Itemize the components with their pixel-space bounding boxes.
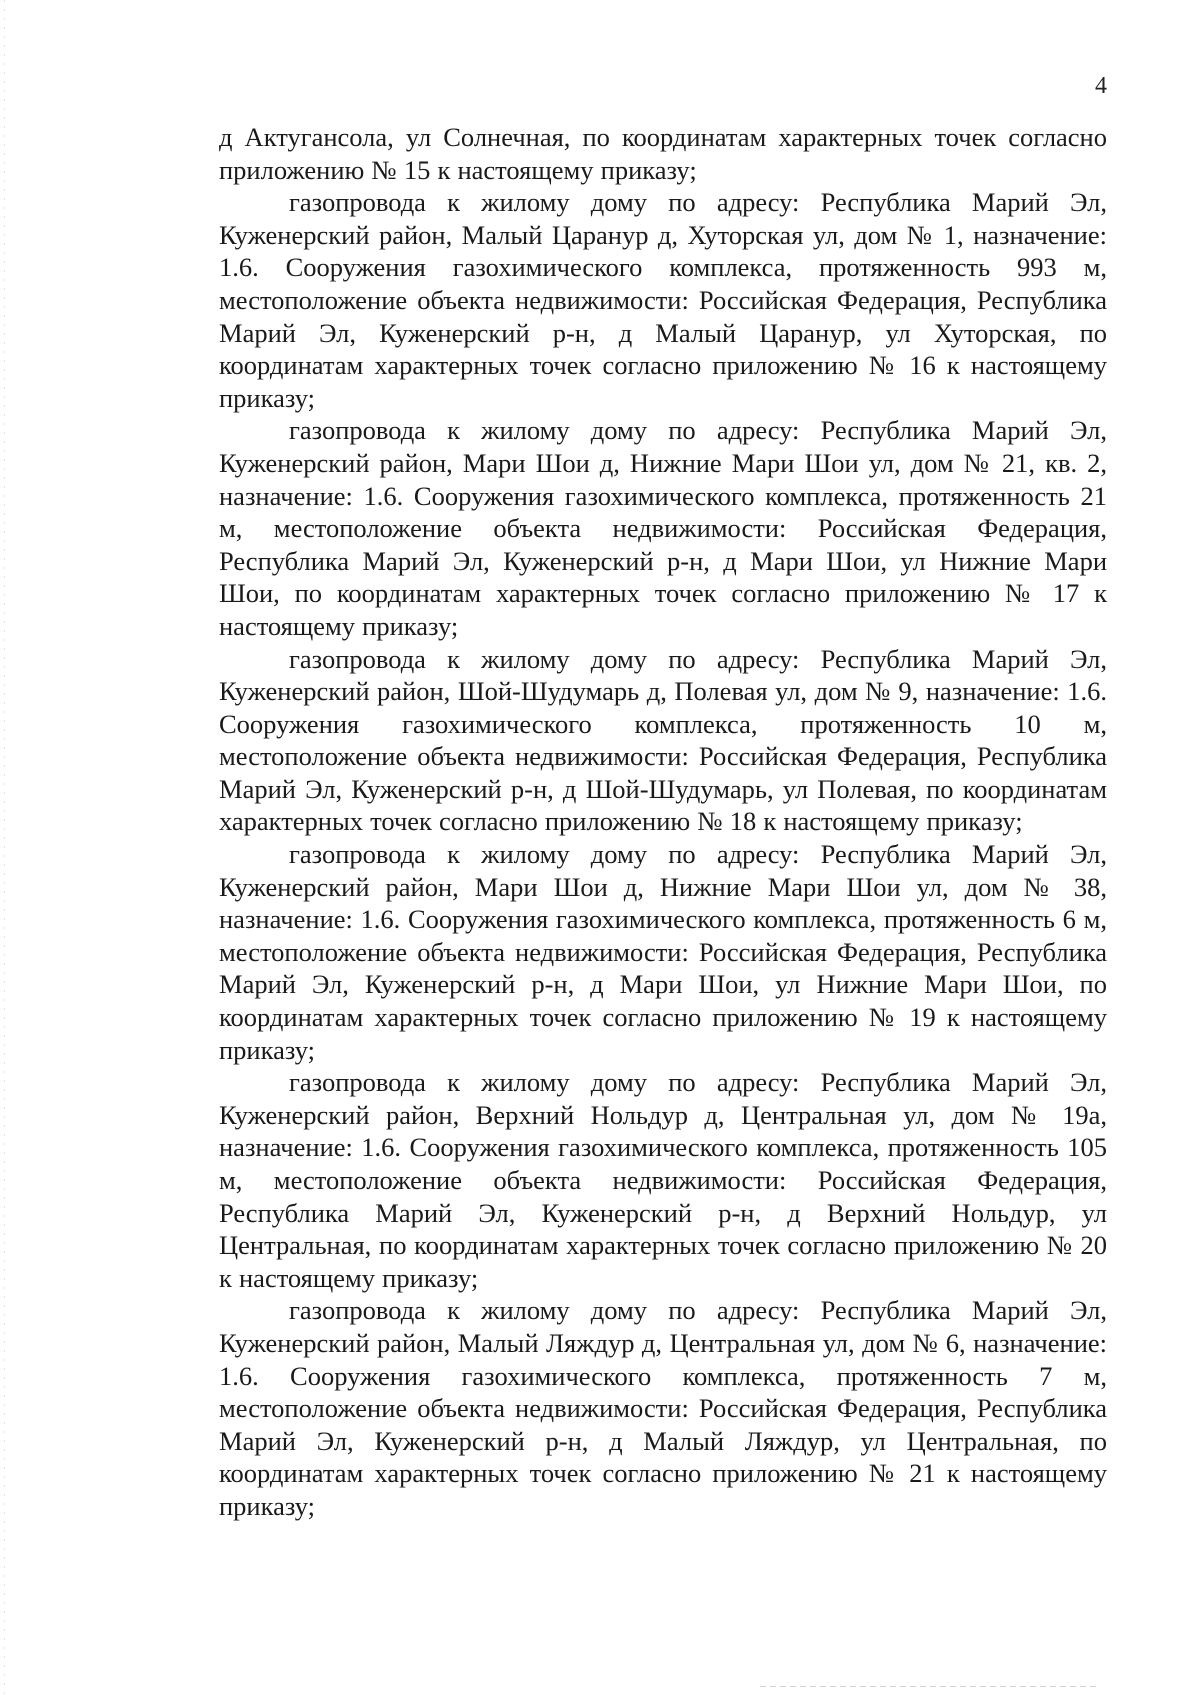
scan-bottom-artifact: [760, 1686, 1100, 1687]
document-body: [219, 121, 1107, 1523]
page-number: 4: [1095, 73, 1107, 99]
paragraph-4: газопровода к жилому дому по адресу: Республика Марий Эл, Куженерский район, Шой-Шудумарь д, Полевая ул, дом № 9, назначение: 1.6. Сооружения газохимического комплекса, протяженность 10 м, местоположение объекта недвижимости: Российская Федерация, Республика Марий Эл, Куженерский р-н, д Шой-Шудумарь, ул Полевая, по координатам характерных точек согласно приложению № 18 к настоящему приказу;: [219, 643, 1107, 837]
paragraph-3: газопровода к жилому дому по адресу: Республика Марий Эл, Куженерский район, Мари Шои д, Нижние Мари Шои ул, дом № 21, кв. 2, назначение: 1.6. Сооружения газохимического комплекса, протяженность 21 м, местоположение объекта недвижимости: Российская Федерация, Республика Марий Эл, Куженерский р-н, д Мари Шои, ул Нижние Мари Шои, по координатам характерных точек согласно приложению № 17 к настоящему приказу;: [219, 415, 1107, 641]
paragraph-7: газопровода к жилому дому по адресу: Республика Марий Эл, Куженерский район, Малый Ляждур д, Центральная ул, дом № 6, назначение: 1.6. Сооружения газохимического комплекса, протяженность 7 м, местоположение объекта недвижимости: Российская Федерация, Республика Марий Эл, Куженерский р-н, д Малый Ляждур, ул Центральная, по координатам характерных точек согласно приложению № 21 к настоящему приказу;: [219, 1295, 1107, 1521]
paragraph-6: газопровода к жилому дому по адресу: Республика Марий Эл, Куженерский район, Верхний Нольдур д, Центральная ул, дом № 19а, назначение: 1.6. Сооружения газохимического комплекса, протяженность 105 м, местоположение объекта недвижимости: Российская Федерация, Республика Марий Эл, Куженерский р-н, д Верхний Нольдур, ул Центральная, по координатам характерных точек согласно приложению № 20 к настоящему приказу;: [219, 1067, 1107, 1293]
paragraph-5: газопровода к жилому дому по адресу: Республика Марий Эл, Куженерский район, Мари Шои д, Нижние Мари Шои ул, дом № 38, назначение: 1.6. Сооружения газохимического комплекса, протяженность 6 м, местоположение объекта недвижимости: Российская Федерация, Республика Марий Эл, Куженерский р-н, д Мари Шои, ул Нижние Мари Шои, по координатам характерных точек согласно приложению № 19 к настоящему приказу;: [219, 839, 1107, 1065]
paragraph-2: газопровода к жилому дому по адресу: Республика Марий Эл, Куженерский район, Малый Царанур д, Хуторская ул, дом № 1, назначение: 1.6. Сооружения газохимического комплекса, протяженность 993 м, местоположение объекта недвижимости: Российская Федерация, Республика Марий Эл, Куженерский р-н, д Малый Царанур, ул Хуторская, по координатам характерных точек согласно приложению № 16 к настоящему приказу;: [219, 187, 1107, 413]
paragraph-1: д Актугансола, ул Солнечная, по координатам характерных точек согласно приложению № 15 к настоящему приказу;: [219, 122, 1107, 185]
scan-margin-artifact: [4, 0, 5, 1695]
